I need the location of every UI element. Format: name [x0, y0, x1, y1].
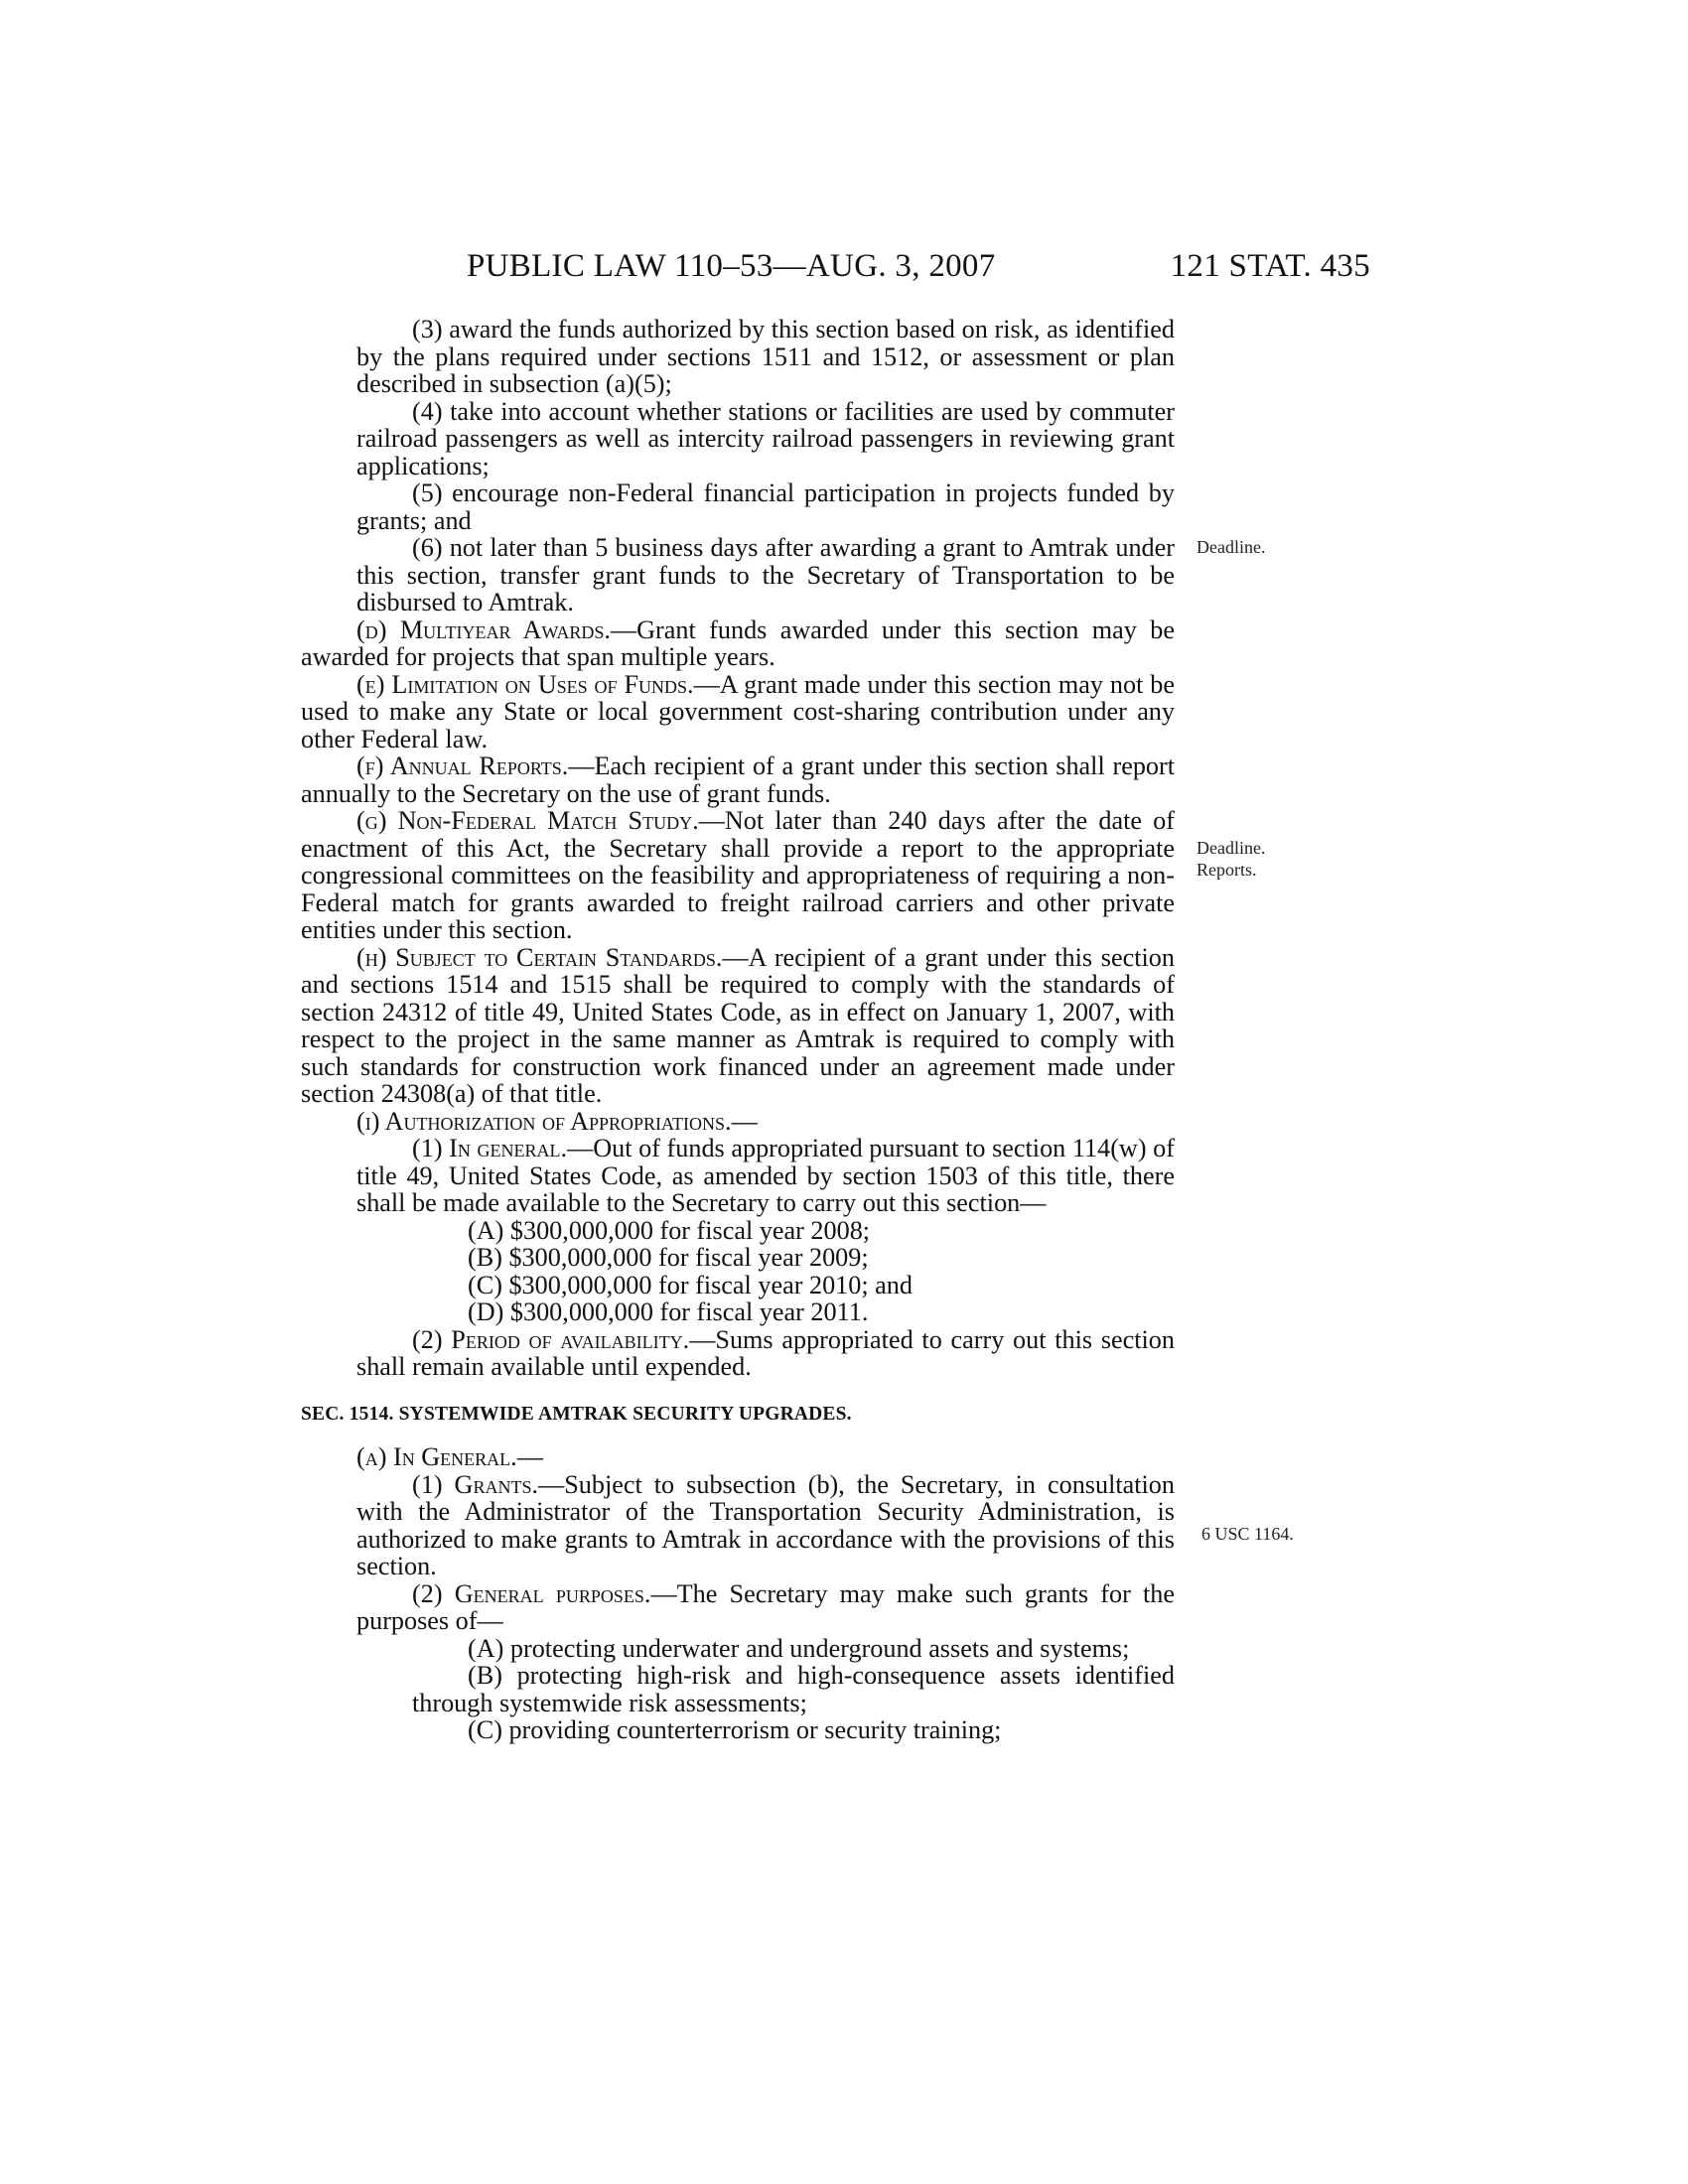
subparagraph-iD: (D) $300,000,000 for fiscal year 2011.	[468, 1297, 869, 1326]
paragraph-c4: (4) take into account whether stations or facilities are used by commuter railroad passengers as well as intercity railroad passengers in reviewing grant applications;	[356, 396, 1175, 480]
paragraph-a1-heading: (1) Grants.	[412, 1469, 539, 1499]
margin-note-deadline: Deadline.	[1196, 537, 1266, 557]
paragraph-c6: (6) not later than 5 business days after awarding a grant to Amtrak under this section, transfer grant funds to the Secretary of Transportation to be disbursed to Amtrak.	[356, 533, 1175, 616]
subsection-f-heading: (f) Annual Reports.	[356, 751, 569, 780]
paragraph-c3: (3) award the funds authorized by this section based on risk, as identified by the plans required under sections 1511 and 1512, or assessment or plan described in subsection (a)(5);	[356, 315, 1175, 398]
subsection-d-text: —Grant funds awarded under this section may be awarded for projects that span multiple years.	[301, 614, 1175, 671]
subsection-e-heading: (e) Limitation on Uses of Funds.	[356, 669, 694, 699]
subsection-g-text: —Not later than 240 days after the date of enactment of this Act, the Secretary shall provide a report to the appropriate congressional committees on the feasibility and appropriateness of requiring a non-Federal match for grants awarded to freight railroad carriers and other private entities under this section.	[301, 806, 1175, 944]
header-statute-page: 121 STAT. 435	[1170, 248, 1370, 284]
subsection-a-heading: (a) In General.	[356, 1442, 517, 1471]
paragraph-a2-heading: (2) General purposes.	[412, 1578, 651, 1608]
subparagraph-aC: (C) providing counterterrorism or security training;	[468, 1715, 1002, 1744]
paragraph-i2	[301, 1326, 1175, 1381]
subsection-i-heading: (i) Authorization of Appropriations.	[356, 1106, 732, 1136]
section-heading: SEC. 1514. SYSTEMWIDE AMTRAK SECURITY UPGRADES.	[301, 1403, 852, 1425]
margin-note-deadline: Deadline.	[1196, 838, 1266, 858]
subparagraph-aB: (B) protecting high-risk and high-consequence assets identified through systemwide risk assessments;	[412, 1661, 1175, 1717]
paragraph-i2-heading: (2) Period of availability.	[412, 1324, 690, 1354]
subsection-h-text: —A recipient of a grant under this section and sections 1514 and 1515 shall be required to comply with the standards of section 24312 of title 49, United States Code, as in effect on January 1, 2007, with respect to the project in the same manner as Amtrak is required to comply with such standards for construction work financed under an agreement made under section 24308(a) of that title.	[301, 942, 1175, 1108]
paragraph-a1	[301, 1471, 1175, 1580]
subparagraph-iA: (A) $300,000,000 for fiscal year 2008;	[468, 1215, 871, 1245]
paragraph-i1	[301, 1135, 1175, 1217]
subsection-a	[301, 1443, 1175, 1471]
subsection-d-heading: (d) Multiyear Awards.	[356, 614, 611, 644]
margin-note-usc: 6 USC 1164.	[1201, 1524, 1294, 1544]
header-public-law: PUBLIC LAW 110–53—AUG. 3, 2007	[467, 248, 996, 284]
paragraph-i1-heading: (1) In general.	[412, 1134, 568, 1162]
paragraph-c5: (5) encourage non-Federal financial participation in projects funded by grants; and	[356, 478, 1175, 535]
subsection-h	[301, 944, 1175, 1108]
paragraph-a1-text: —Subject to subsection (b), the Secretary, in consultation with the Administrator of the Transportation Security Administration, is authorized to make grants to Amtrak in accordance with the provisions of this section.	[356, 1469, 1175, 1580]
margin-note-reports: Reports.	[1196, 860, 1257, 880]
paragraph-a2	[301, 1580, 1175, 1635]
subsection-f	[301, 752, 1175, 807]
subsection-f-text: —Each recipient of a grant under this section shall report annually to the Secretary on the use of grant funds.	[301, 751, 1176, 808]
statute-text	[301, 316, 1175, 1744]
paragraph-i1-text: —Out of funds appropriated pursuant to section 114(w) of title 49, United States Code, as amended by section 1503 of this title, there shall be made available to the Secretary to carry out this section—	[356, 1134, 1175, 1217]
subsection-g	[301, 807, 1175, 944]
subsection-g-heading: (g) Non-Federal Match Study.	[356, 806, 699, 835]
subparagraph-iB: (B) $300,000,000 for fiscal year 2009;	[468, 1243, 869, 1272]
paragraph-i2-text: —Sums appropriated to carry out this section shall remain available until expended.	[356, 1324, 1175, 1381]
subparagraph-iC: (C) $300,000,000 for fiscal year 2010; and	[468, 1270, 913, 1299]
subsection-i-dash: —	[731, 1106, 758, 1136]
subparagraph-aA: (A) protecting underwater and underground assets and systems;	[468, 1633, 1130, 1663]
subsection-e-text: —A grant made under this section may not be used to make any State or local government cost-sharing contribution under any other Federal law.	[301, 669, 1176, 753]
paragraph-a2-text: —The Secretary may make such grants for the purposes of—	[356, 1578, 1176, 1635]
subsection-i	[301, 1108, 1175, 1136]
subsection-e	[301, 671, 1175, 753]
subsection-h-heading: (h) Subject to Certain Standards.	[356, 942, 723, 972]
subsection-a-dash: —	[516, 1442, 543, 1471]
subsection-d	[301, 616, 1175, 671]
